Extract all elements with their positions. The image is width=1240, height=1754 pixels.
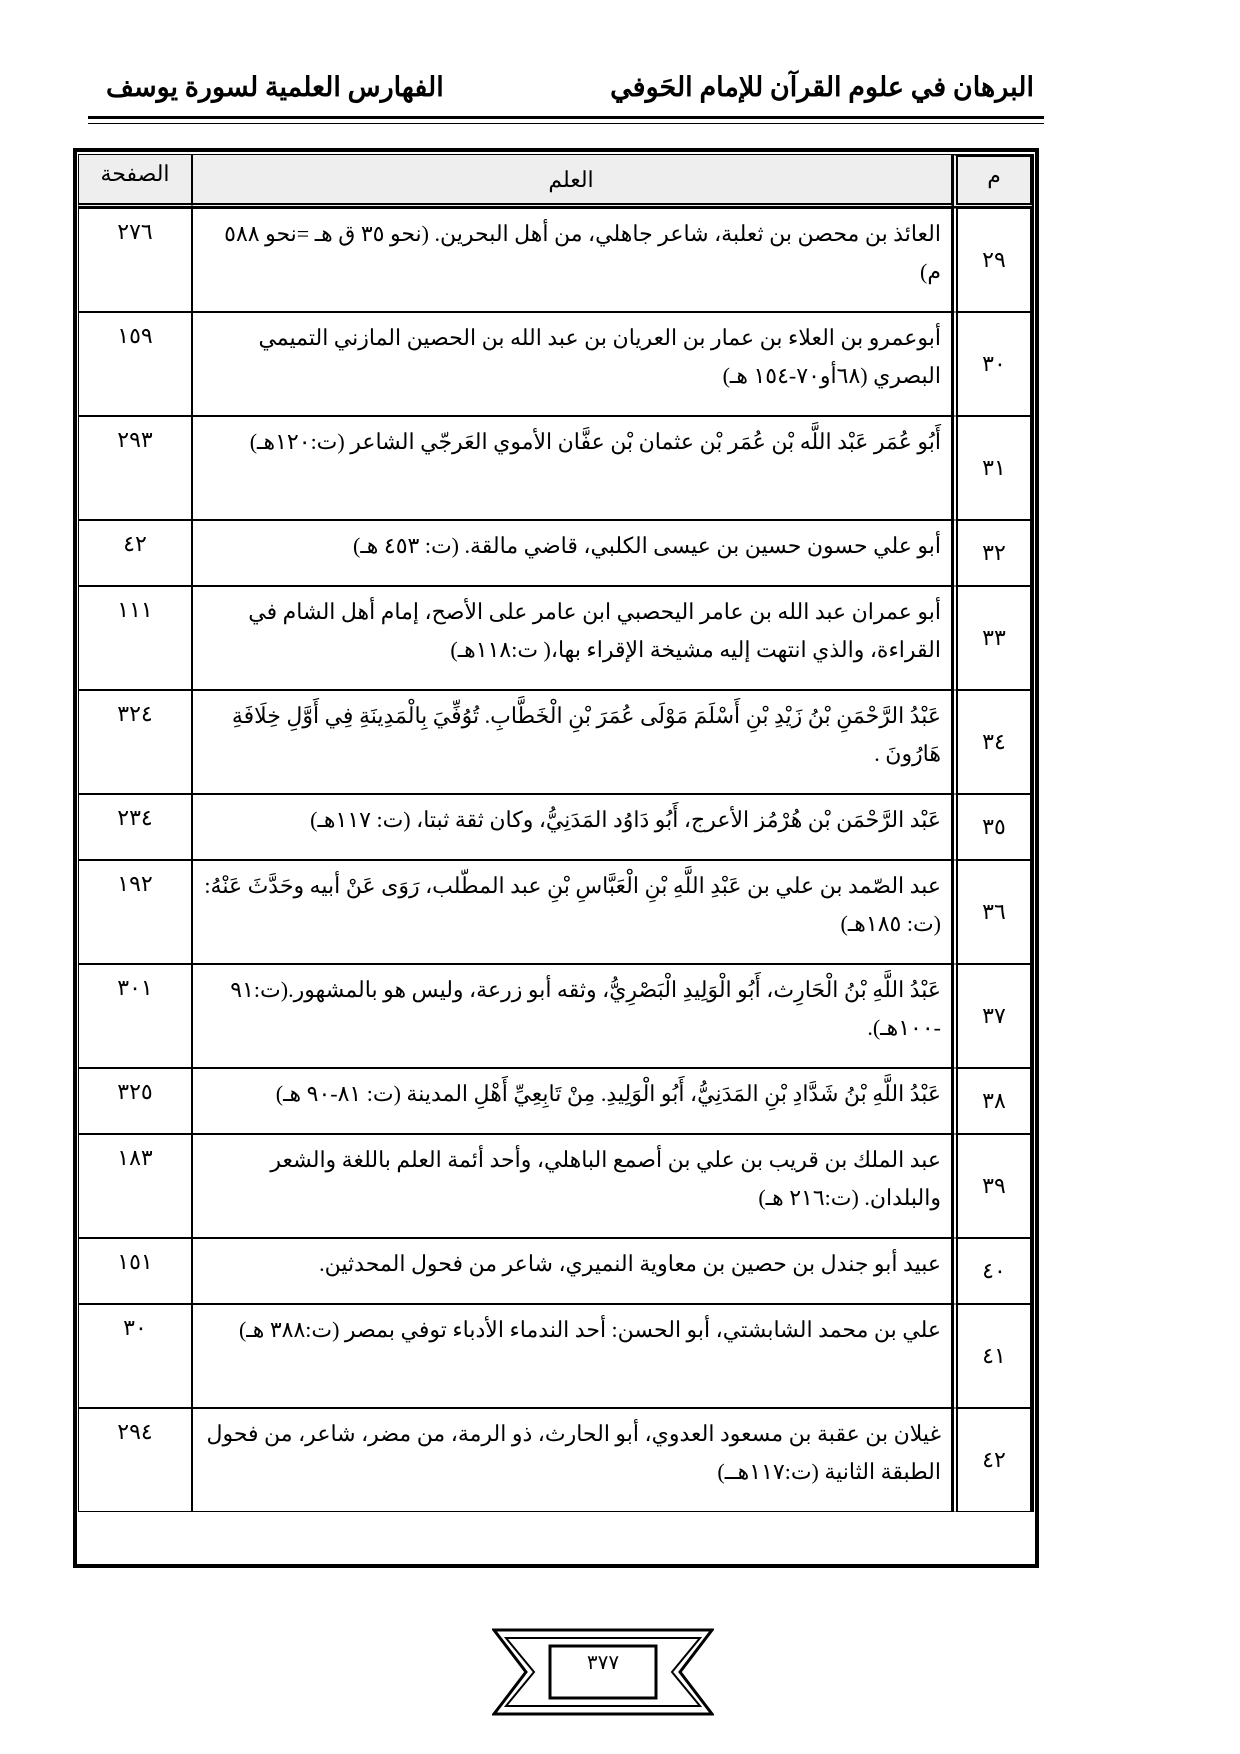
row-num: ٣٥ [952,794,1034,860]
row-name: عَبْدُ اللَّهِ بْنُ شَدَّادِ بْنِ المَدَنِيُّ، أَبُو الْوَلِيدِ. مِنْ تَابِعِيِّ أَهْلِ المدينة (ت: ٨١-٩٠ هـ) [192,1068,952,1134]
table-row [78,586,1034,690]
row-name: عَبْدُ الرَّحْمَنِ بْنُ زَيْدِ بْنِ أَسْلَمَ مَوْلَى عُمَرَ بْنِ الْخَطَّابِ. تُوُفِّيَ بِالْمَدِينَةِ فِي أَوَّلِ خِلَافَةِ هَارُونَ . [192,690,952,794]
page-header [88,72,1044,112]
row-num: ٤٠ [952,1238,1034,1304]
header-num: م [952,154,1034,208]
index-table [78,154,1034,1512]
table-row [78,208,1034,312]
book-title: البرهان في علوم القرآن للإمام الحَوفي [610,72,1034,102]
table-row [78,1238,1034,1304]
table-row [78,1068,1034,1134]
row-name: عبيد أبو جندل بن حصين بن معاوية النميري، شاعر من فحول المحدثين. [192,1238,952,1304]
row-name: أبو عمران عبد الله بن عامر اليحصبي ابن عامر على الأصح، إمام أهل الشام في القراءة، والذي انتهت إليه مشيخة الإقراء بها،( ت:١١٨هـ) [192,586,952,690]
row-page: ١٥٩ [78,312,192,416]
row-page: ١٩٢ [78,860,192,964]
page-number: ٣٧٧ [586,1652,620,1674]
row-num: ٣٦ [952,860,1034,964]
row-page: ٤٢ [78,520,192,586]
table-row [78,860,1034,964]
table-header-row [78,154,1034,208]
table-row [78,1134,1034,1238]
page-number-banner [492,1616,714,1716]
row-num: ٣٧ [952,964,1034,1068]
row-num: ٣٠ [952,312,1034,416]
row-name: العائذ بن محصن بن ثعلبة، شاعر جاهلي، من أهل البحرين. (نحو ٣٥ ق هـ =نحو ٥٨٨ م) [192,208,952,312]
row-page: ٣٢٤ [78,690,192,794]
header-page: الصفحة [78,154,192,208]
table-row [78,1304,1034,1408]
row-page: ٢٧٦ [78,208,192,312]
row-num: ٣٣ [952,586,1034,690]
row-name: عبد الصّمد بن علي بن عَبْدِ اللَّهِ بْنِ الْعَبَّاسِ بْنِ عبد المطّلب، رَوَى عَنْ أبيه وحَدَّثَ عَنْهُ:(ت: ١٨٥هـ) [192,860,952,964]
row-num: ٤٢ [952,1408,1034,1512]
row-name: أبو علي حسون حسين بن عيسى الكلبي، قاضي مالقة. (ت: ٤٥٣ هـ) [192,520,952,586]
row-page: ٣٢٥ [78,1068,192,1134]
row-page: ١٥١ [78,1238,192,1304]
header-name: العلم [192,154,952,208]
table-row [78,416,1034,520]
row-name: عَبْدُ اللَّهِ بْنُ الْحَارِث، أَبُو الْوَلِيدِ الْبَصْرِيُّ، وثقه أبو زرعة، وليس هو بالمشهور.(ت:٩١ -١٠٠هـ). [192,964,952,1068]
row-page: ١٨٣ [78,1134,192,1238]
section-title: الفهارس العلمية لسورة يوسف [106,72,444,102]
row-num: ٢٩ [952,208,1034,312]
table-row [78,312,1034,416]
row-num: ٣٢ [952,520,1034,586]
row-name: عبد الملك بن قريب بن علي بن أصمع الباهلي، وأحد أئمة العلم باللغة والشعر والبلدان. (ت:٢١٦ هـ) [192,1134,952,1238]
row-name: علي بن محمد الشابشتي، أبو الحسن: أحد الندماء الأدباء توفي بمصر (ت:٣٨٨ هـ) [192,1304,952,1408]
row-num: ٣٤ [952,690,1034,794]
row-page: ٢٩٣ [78,416,192,520]
row-name: غيلان بن عقبة بن مسعود العدوي، أبو الحارث، ذو الرمة، من مضر، شاعر، من فحول الطبقة الثانية (ت:١١٧هــ) [192,1408,952,1512]
table-row [78,964,1034,1068]
row-page: ٣٠ [78,1304,192,1408]
row-num: ٤١ [952,1304,1034,1408]
row-name: أبوعمرو بن العلاء بن عمار بن العريان بن عبد الله بن الحصين المازني التميمي البصري (٦٨أو٧٠-١٥٤ هـ) [192,312,952,416]
header-rule-thick [88,116,1044,119]
header-rule-thin [88,123,1044,124]
table-row [78,690,1034,794]
row-page: ٢٣٤ [78,794,192,860]
table-row [78,1408,1034,1512]
row-page: ١١١ [78,586,192,690]
row-num: ٣٨ [952,1068,1034,1134]
table-row [78,520,1034,586]
row-num: ٣٩ [952,1134,1034,1238]
row-page: ٢٩٤ [78,1408,192,1512]
row-page: ٣٠١ [78,964,192,1068]
row-name: عَبْد الرَّحْمَن بْن هُرْمُز الأعرج، أَبُو دَاوُد المَدَنِيُّ، وكان ثقة ثبتا، (ت: ١١٧هـ) [192,794,952,860]
row-name: أَبُو عُمَر عَبْد اللَّه بْن عُمَر بْن عثمان بْن عفَّان الأموي العَرجّي الشاعر (ت:١٢٠هـ) [192,416,952,520]
table-row [78,794,1034,860]
row-num: ٣١ [952,416,1034,520]
